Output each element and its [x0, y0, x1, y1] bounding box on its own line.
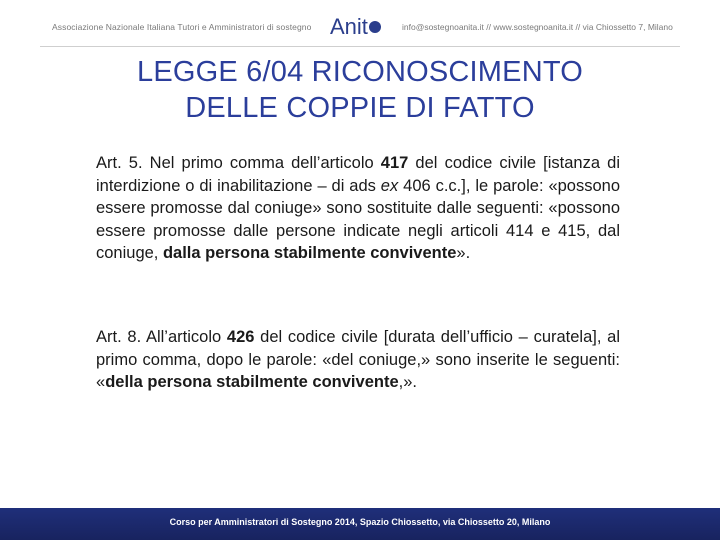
association-name: Associazione Nazionale Italiana Tutori e Amministratori di sostegno — [52, 22, 312, 32]
art5-text-4: ». — [456, 244, 471, 262]
footer-bar — [0, 508, 720, 540]
art5-text-2: del codice civile [istanza di interdizione o di inabilitazione – di ads — [96, 154, 620, 195]
header-bar — [0, 14, 720, 44]
slide-title — [60, 54, 660, 126]
art8-text-2: del codice civile [durata dell’ufficio – curatela], al primo comma, dopo le parole: «del coniuge,» sono inserite le seguenti: « — [96, 328, 620, 391]
art8-article-number: 426 — [226, 328, 255, 346]
header-divider — [40, 46, 680, 47]
art8-text-3: ,». — [398, 373, 417, 391]
footer-text: Corso per Amministratori di Sostegno 2014, Spazio Chiossetto, via Chiossetto 20, Milano — [169, 517, 551, 527]
art5-text-1: Art. 5. Nel primo comma dell’articolo — [96, 154, 381, 172]
art8-text-1: Art. 8. All’articolo — [96, 328, 227, 346]
title-line-1: LEGGE 6/04 RICONOSCIMENTO — [136, 56, 584, 88]
contact-info: info@sostegnoanita.it // www.sostegnoanita.it // via Chiossetto 7, Milano — [402, 22, 673, 32]
logo-text: Anit — [330, 14, 368, 39]
art5-bold-phrase: dalla persona stabilmente convivente — [162, 244, 457, 262]
article-8-paragraph — [96, 326, 620, 394]
art8-bold-phrase: della persona stabilmente convivente — [105, 373, 399, 391]
art5-ex: ex — [380, 176, 399, 195]
title-line-2: DELLE COPPIE DI FATTO — [185, 92, 535, 124]
logo-dot-icon — [369, 21, 381, 33]
art5-article-number: 417 — [380, 154, 409, 172]
article-5-paragraph — [96, 152, 620, 265]
anita-logo — [330, 14, 381, 40]
art5-text-3: 406 c.c.], le parole: «possono essere promosse dal coniuge» sono sostituite dalle seguenti: «possono essere promosse dalle persone indicate negli articoli 414 e 415, dal coniuge, — [96, 176, 621, 262]
